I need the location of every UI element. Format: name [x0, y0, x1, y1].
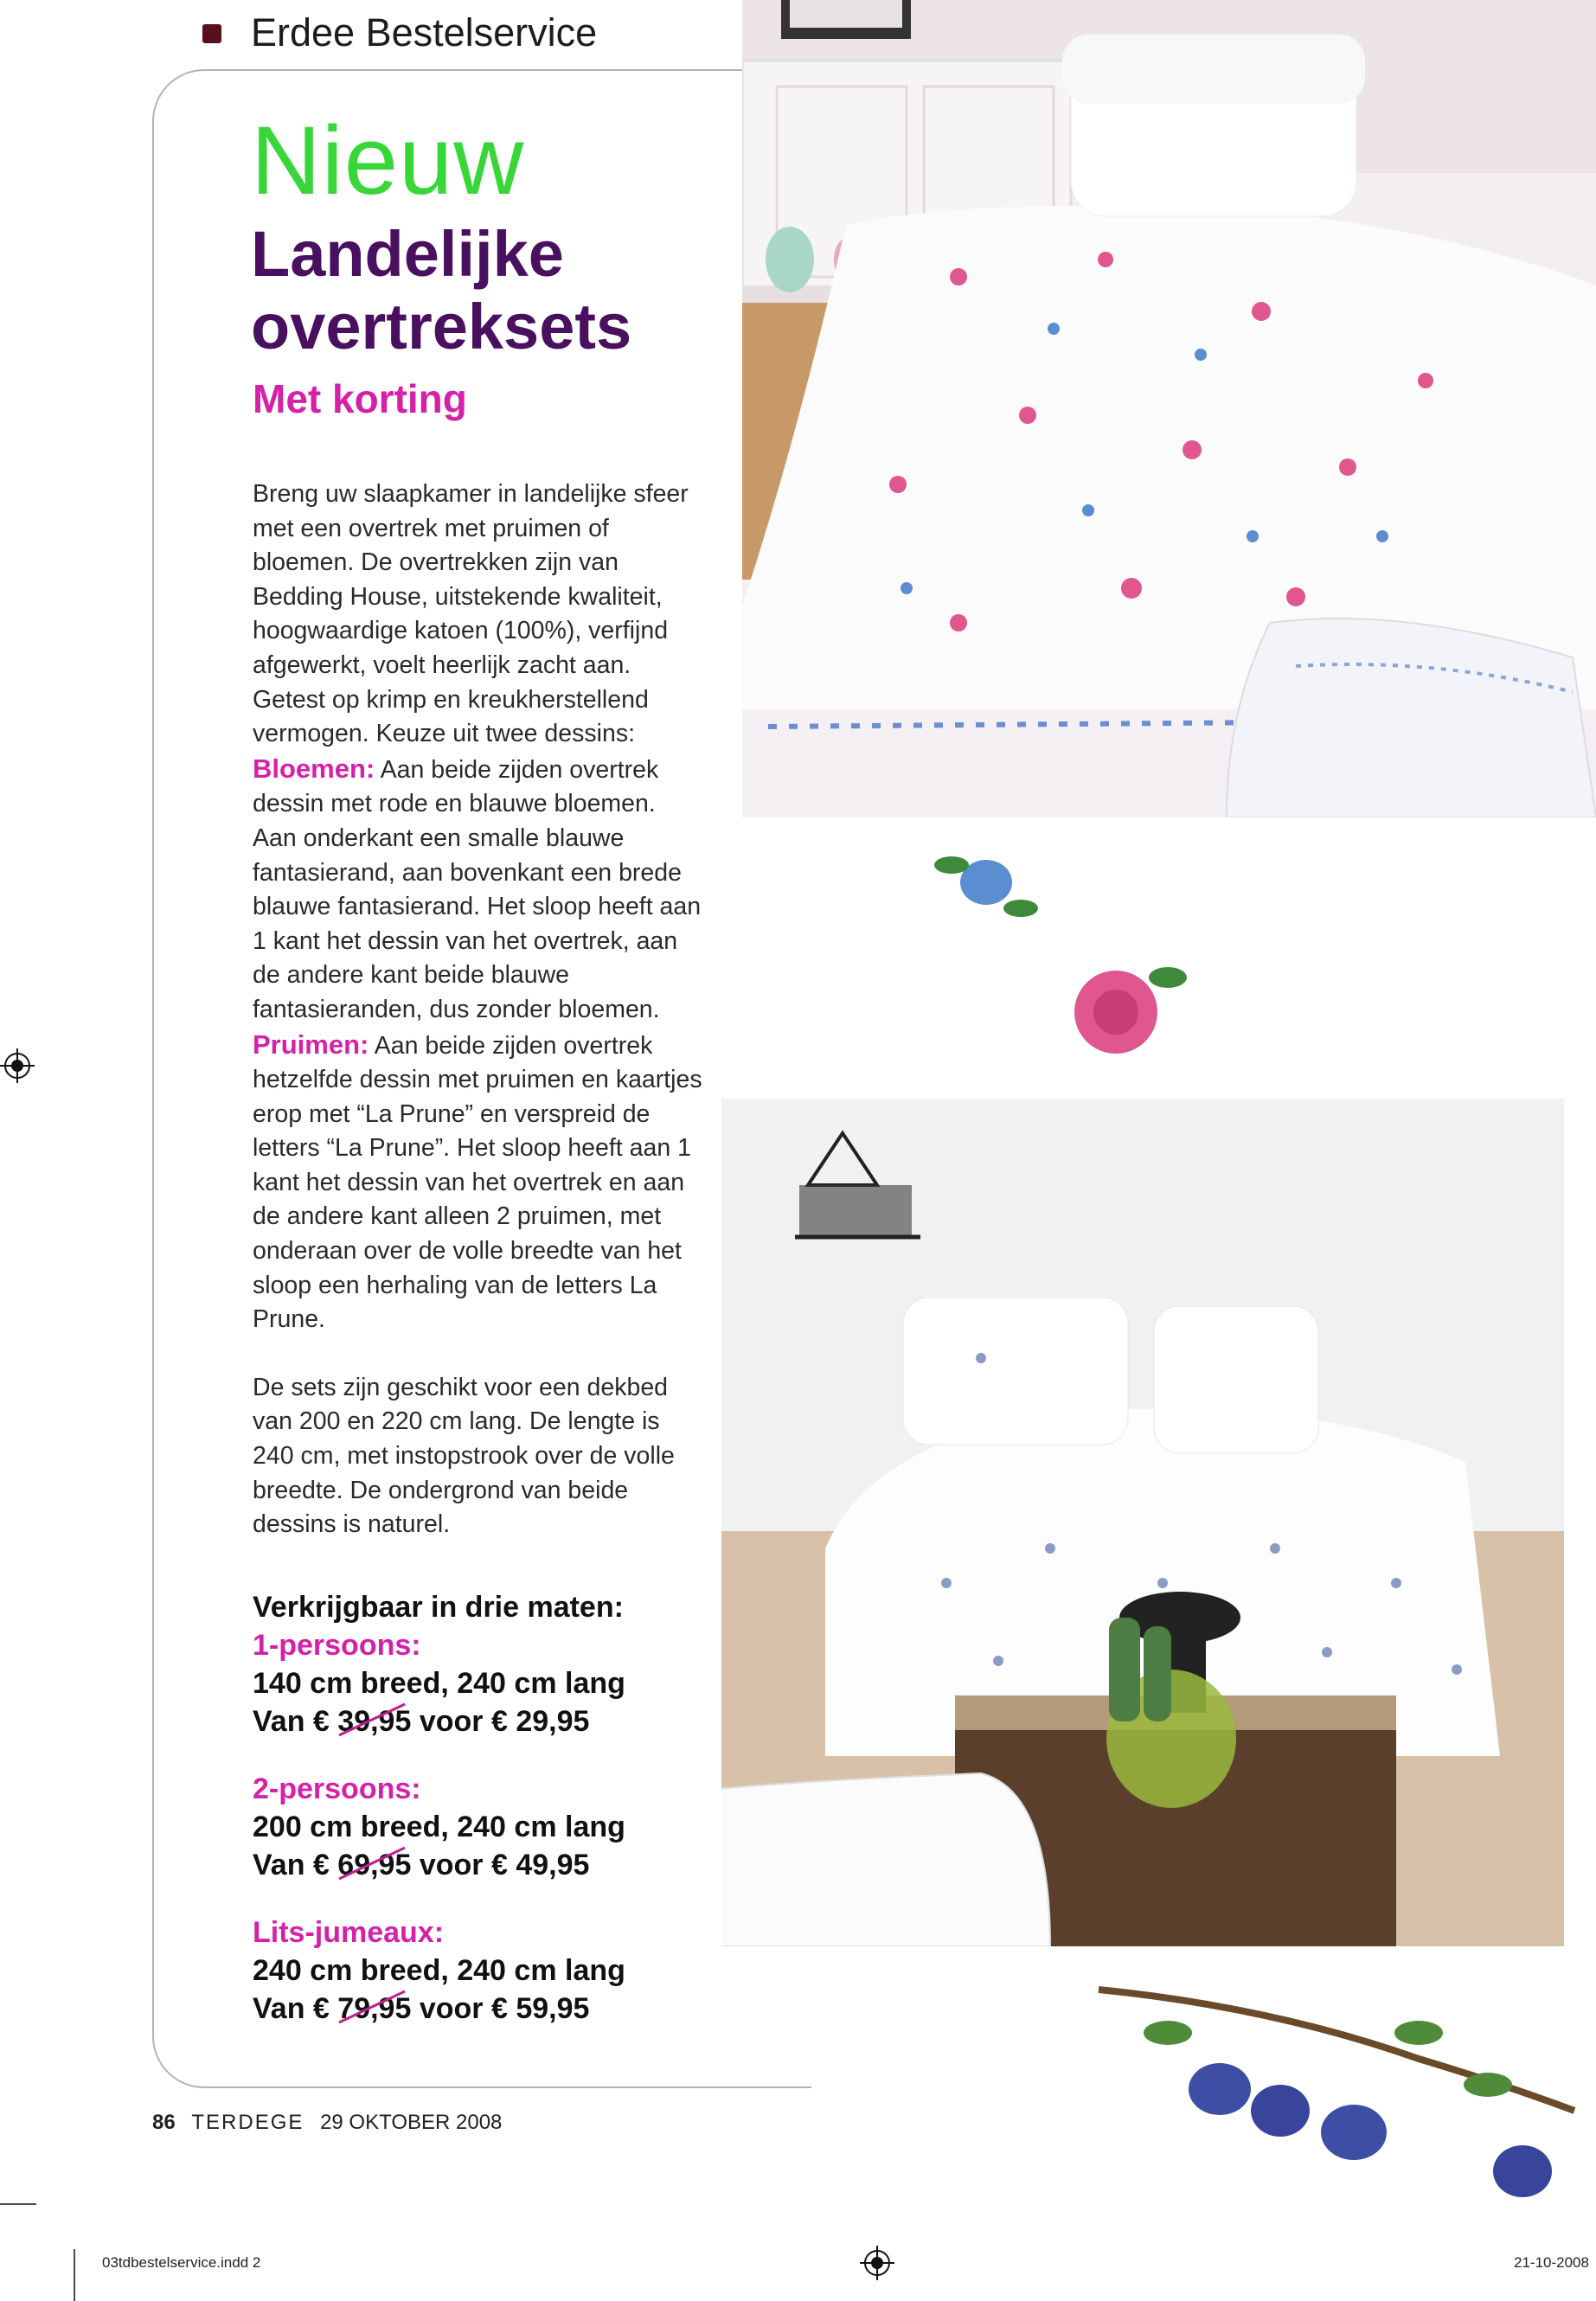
- title-line-1: Landelijke: [251, 218, 564, 290]
- subtitle: Met korting: [253, 376, 467, 421]
- body-paragraph: [253, 478, 702, 1337]
- new-price: voor € 59,95: [419, 1992, 590, 2025]
- issue-date: 29 OKTOBER 2008: [320, 2111, 503, 2134]
- plum-branch-illustration: [1099, 1990, 1574, 2197]
- registration-mark-icon: [0, 1048, 35, 1083]
- size-label: Lits-jumeaux:: [253, 1916, 445, 1949]
- page-number: 86: [152, 2111, 176, 2134]
- magazine-name: TERDEGE: [191, 2111, 304, 2134]
- van-label: Van €: [253, 1992, 330, 2025]
- strike-mark: [332, 1986, 410, 2029]
- sizes-heading: Verkrijgbaar in drie maten:: [253, 1591, 624, 1624]
- title-line-2: overtreksets: [251, 291, 632, 362]
- pruimen-text: Aan beide zijden overtrek hetzelfde dessin met pruimen en kaartjes erop met “La Prune” en verspreid de letters “La Prune”. Het sloop heeft aan 1 kant het dessin van het overtrek en aan de andere kant alleen 2 pruimen, met onderaan over de volle breedte van het sloop een herhaling van de letters La Prune.: [253, 1031, 702, 1334]
- slug-date: 21-10-2008: [1514, 2254, 1589, 2271]
- price-line: [253, 1990, 806, 2028]
- old-price-value: 79,95: [337, 1992, 412, 2025]
- size-dimensions: 140 cm breed, 240 cm lang: [253, 1667, 625, 1700]
- strike-mark: [332, 1843, 410, 1886]
- size-dimensions: 200 cm breed, 240 cm lang: [253, 1811, 625, 1843]
- section-title: Erdee Bestelservice: [251, 10, 598, 54]
- square-bullet-icon: [202, 24, 221, 43]
- intro-text: Breng uw slaapkamer in landelijke sfeer met een overtrek met pruimen of bloemen. De overtrekken zijn van Bedding House, uitstekende kwaliteit, hoogwaardige katoen (100%), verfijnd afgewerkt, voelt heerlijk zacht aan. Getest op krimp en kreukherstellend vermogen. Keuze uit twee dessins:: [253, 480, 689, 748]
- old-price-value: 69,95: [337, 1849, 412, 1881]
- page-footer: [152, 2111, 502, 2135]
- new-price: voor € 29,95: [419, 1705, 590, 1738]
- size-dimensions: 240 cm breed, 240 cm lang: [253, 1954, 625, 1987]
- article-body: [253, 478, 702, 1542]
- rose-illustration: [1074, 967, 1187, 1054]
- old-price-value: 39,95: [337, 1705, 412, 1738]
- van-label: Van €: [253, 1849, 330, 1881]
- photo-floral-bedding: [742, 0, 1596, 817]
- strike-mark: [332, 1699, 410, 1742]
- slug-filename: 03tdbestelservice.indd 2: [102, 2254, 261, 2271]
- bloemen-label: Bloemen:: [253, 753, 375, 784]
- old-price: [337, 1846, 411, 1884]
- size-label: 1-persoons:: [253, 1629, 421, 1662]
- decorative-illustrations: [882, 830, 1596, 2301]
- page-title: [251, 218, 631, 363]
- old-price: [337, 1990, 411, 2028]
- new-price: voor € 49,95: [419, 1849, 590, 1881]
- van-label: Van €: [253, 1705, 330, 1738]
- kicker: Nieuw: [251, 106, 525, 215]
- size-label: 2-persoons:: [253, 1772, 421, 1805]
- body-paragraph-2: De sets zijn geschikt voor een dekbed van 200 en 220 cm lang. De lengte is 240 cm, met instopstrook over de volle breedte. De ondergrond van beide dessins is naturel.: [253, 1373, 675, 1539]
- old-price: [337, 1702, 411, 1740]
- pruimen-label: Pruimen:: [253, 1029, 369, 1060]
- bloemen-text: Aan beide zijden overtrek dessin met rode en blauwe bloemen. Aan onderkant een smalle blauwe fantasierand, aan bovenkant een brede blauwe fantasierand. Het sloop heeft aan 1 kant het dessin van het overtrek, aan de andere kant beide blauwe fantasieranden, dus zonder bloemen.: [253, 755, 702, 1023]
- flower-illustration: [934, 856, 1038, 917]
